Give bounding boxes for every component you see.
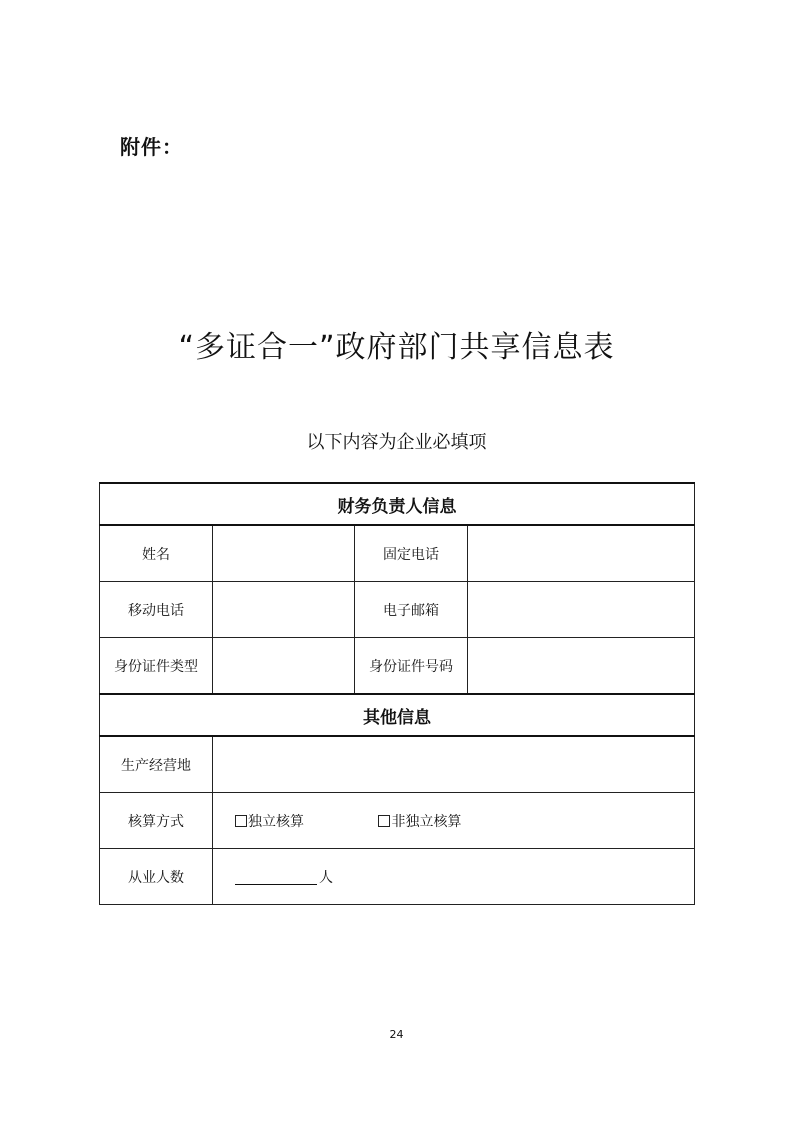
- document-subtitle: 以下内容为企业必填项: [306, 432, 487, 453]
- finance-section-header-row: [100, 483, 695, 525]
- finance-section-heading: 财务负责人信息: [100, 483, 695, 525]
- production-address-field[interactable]: [213, 736, 695, 793]
- other-section-heading: 其他信息: [100, 694, 695, 736]
- table-row: [100, 849, 695, 905]
- id-number-label: 身份证件号码: [355, 638, 468, 695]
- production-address-label: 生产经营地: [100, 736, 213, 793]
- id-type-field[interactable]: [213, 638, 355, 695]
- other-section-header-row: [100, 694, 695, 736]
- accounting-method-label: 核算方式: [100, 793, 213, 849]
- table-row: [100, 525, 695, 582]
- name-field[interactable]: [213, 525, 355, 582]
- table-row: [100, 638, 695, 695]
- accounting-method-options: [213, 793, 695, 849]
- email-field[interactable]: [468, 582, 695, 638]
- fixed-phone-field[interactable]: [468, 525, 695, 582]
- non-independent-accounting-option[interactable]: [378, 811, 461, 831]
- document-title: “多证合一”政府部门共享信息表: [178, 330, 615, 365]
- name-label: 姓名: [100, 525, 213, 582]
- independent-accounting-label: 独立核算: [248, 813, 304, 830]
- table-row: [100, 736, 695, 793]
- attachment-label: 附件：: [120, 135, 183, 159]
- id-number-field[interactable]: [468, 638, 695, 695]
- employees-unit: 人: [319, 869, 333, 886]
- independent-accounting-option[interactable]: [235, 811, 304, 831]
- email-label: 电子邮箱: [355, 582, 468, 638]
- shared-info-table: [99, 482, 695, 905]
- mobile-label: 移动电话: [100, 582, 213, 638]
- mobile-field[interactable]: [213, 582, 355, 638]
- employees-label: 从业人数: [100, 849, 213, 905]
- page-number: 24: [389, 1028, 404, 1041]
- non-independent-accounting-checkbox[interactable]: [378, 815, 390, 827]
- fixed-phone-label: 固定电话: [355, 525, 468, 582]
- employees-cell: [213, 849, 695, 905]
- table-row: [100, 582, 695, 638]
- employees-count-blank[interactable]: [235, 870, 317, 885]
- table-row: [100, 793, 695, 849]
- independent-accounting-checkbox[interactable]: [235, 815, 247, 827]
- id-type-label: 身份证件类型: [100, 638, 213, 695]
- non-independent-accounting-label: 非独立核算: [391, 813, 462, 830]
